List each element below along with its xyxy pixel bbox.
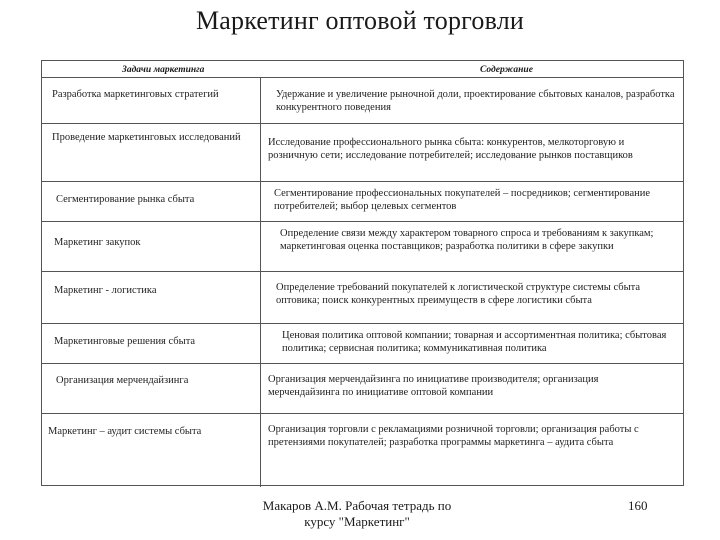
task-cell: Разработка маркетинговых стратегий bbox=[52, 89, 219, 100]
header-divider bbox=[42, 77, 683, 78]
content-cell: Ценовая политика оптовой компании; товарная и ассортиментная политика; сбытовая политика; сервисная политика; коммуникативная политика bbox=[282, 330, 667, 354]
task-cell: Организация мерчендайзинга bbox=[56, 375, 189, 386]
row-divider bbox=[42, 123, 683, 124]
row-divider bbox=[42, 413, 683, 414]
column-header-content: Содержание bbox=[480, 65, 533, 75]
marketing-tasks-table bbox=[41, 60, 684, 486]
task-cell: Маркетинговые решения сбыта bbox=[54, 336, 196, 347]
page-title: Маркетинг оптовой торговли bbox=[195, 6, 525, 35]
page-number: 160 bbox=[628, 498, 648, 513]
row-divider bbox=[42, 323, 683, 324]
row-divider bbox=[42, 221, 683, 222]
content-cell: Исследование профессионального рынка сбыта: конкурентов, мелкоторговую и розничную сети; исследование потребителей; исследование рынков поставщиков bbox=[268, 137, 633, 161]
content-cell: Определение требований покупателей к логистической структуре системы сбыта оптовика; поиск конкурентных преимуществ в сфере логистики сбыта bbox=[276, 282, 641, 306]
column-header-tasks: Задачи маркетинга bbox=[122, 65, 205, 75]
content-cell: Организация мерчендайзинга по инициативе производителя; организация мерчендайзинга по инициативе оптовой компании bbox=[268, 374, 599, 398]
task-cell: Маркетинг - логистика bbox=[54, 285, 157, 296]
source-reference: Макаров А.М. Рабочая тетрадь по курсу "Маркетинг" bbox=[262, 498, 452, 529]
row-divider bbox=[42, 271, 683, 272]
content-cell: Сегментирование профессиональных покупателей – посредников; сегментирование потребителей; выбор целевых сегментов bbox=[274, 188, 651, 212]
content-cell: Организация торговли с рекламациями розничной торговли; организация работы с претензиями покупателей; разработка программы маркетинга – аудита сбыта bbox=[268, 424, 639, 448]
task-cell: Проведение маркетинговых исследований bbox=[52, 132, 241, 143]
content-cell: Определение связи между характером товарного спроса и требованиям к закупкам; маркетинговая оценка поставщиков; разработка политики в сфере закупки bbox=[280, 228, 654, 252]
row-divider bbox=[42, 181, 683, 182]
row-divider bbox=[42, 363, 683, 364]
content-cell: Удержание и увеличение рыночной доли, проектирование сбытовых каналов, разработка конкурентного поведения bbox=[276, 89, 675, 113]
task-cell: Маркетинг закупок bbox=[54, 237, 141, 248]
task-cell: Сегментирование рынка сбыта bbox=[56, 194, 195, 205]
task-cell: Маркетинг – аудит системы сбыта bbox=[48, 426, 202, 437]
